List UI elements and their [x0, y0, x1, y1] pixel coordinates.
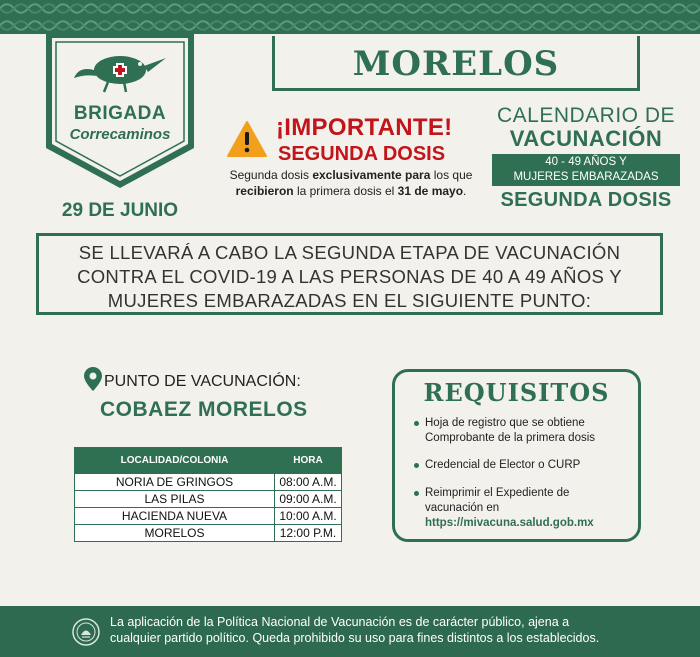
age-group-line1: 40 - 49 AÑOS Y — [545, 156, 627, 168]
announcement-line2: CONTRA EL COVID-19 A LAS PERSONAS DE 40 A 49 AÑOS Y — [77, 266, 622, 287]
locality-cell: HACIENDA NUEVA — [75, 508, 275, 525]
brigada-badge — [44, 30, 196, 190]
alert-title: ¡IMPORTANTE! — [276, 114, 453, 141]
announcement-line3: MUJERES EMBARAZADAS EN EL SIGUIENTE PUNTO: — [107, 290, 592, 311]
list-item: Reimprimir el Expediente de vacunación en https://mivacuna.salud.gob.mx — [413, 486, 635, 531]
location-header-box — [272, 36, 640, 91]
footer-line1: La aplicación de la Política Nacional de Vacunación es de carácter público, ajena a — [110, 615, 570, 629]
footer-line2: cualquier partido político. Queda prohibido su uso para fines distintos a los establecidos. — [110, 631, 600, 645]
location-pin-icon — [84, 367, 102, 391]
bullet-icon — [414, 463, 419, 468]
calendar-dose: SEGUNDA DOSIS — [500, 189, 672, 211]
requirements-list — [413, 416, 635, 531]
time-cell: 08:00 A.M. — [275, 474, 342, 491]
list-item: Credencial de Elector o CURP — [413, 458, 635, 473]
calendar-title-line2: VACUNACIÓN — [509, 126, 663, 151]
table-row — [75, 474, 342, 491]
list-item: Hoja de registro que se obtiene Comprobante de la primera dosis — [413, 416, 635, 446]
schedule-header-row — [75, 448, 342, 474]
age-group-box — [492, 154, 680, 186]
warning-icon — [226, 120, 268, 158]
locality-cell: MORELOS — [75, 525, 275, 542]
alert-subtitle: SEGUNDA DOSIS — [278, 143, 446, 165]
age-group-line2: MUJERES EMBARAZADAS — [513, 171, 659, 183]
column-header-time: HORA — [275, 448, 342, 474]
table-row — [75, 491, 342, 508]
announcement-line1: SE LLEVARÁ A CABO LA SEGUNDA ETAPA DE VACUNACIÓN — [78, 242, 621, 263]
time-cell: 12:00 P.M. — [275, 525, 342, 542]
vaccination-point-label: PUNTO DE VACUNACIÓN: — [104, 373, 301, 390]
vaccine-website-link[interactable]: https://mivacuna.salud.gob.mx — [425, 517, 594, 529]
locality-cell: NORIA DE GRINGOS — [75, 474, 275, 491]
column-header-locality: LOCALIDAD/COLONIA — [75, 448, 275, 474]
location-header: MORELOS — [352, 44, 560, 84]
government-seal-icon — [72, 618, 100, 646]
schedule-table — [74, 447, 342, 542]
announcement-box — [36, 233, 663, 315]
time-cell: 09:00 A.M. — [275, 491, 342, 508]
calendar-title-line1: CALENDARIO DE — [496, 104, 676, 127]
brand-name: BRIGADA — [73, 103, 167, 124]
time-cell: 10:00 A.M. — [275, 508, 342, 525]
brand-subtitle: Correcaminos — [69, 126, 171, 143]
locality-cell: LAS PILAS — [75, 491, 275, 508]
table-row — [75, 508, 342, 525]
vaccination-point-name: COBAEZ MORELOS — [100, 398, 308, 421]
event-date: 29 DE JUNIO — [61, 200, 179, 221]
top-decorative-pattern — [0, 0, 700, 34]
alert-note: Segunda dosis exclusivamente para los que recibieron la primera dosis el 31 de mayo. — [229, 168, 473, 198]
footer-disclaimer — [110, 614, 670, 646]
bullet-icon — [414, 491, 419, 496]
table-row — [75, 525, 342, 542]
requirements-title: REQUISITOS — [423, 378, 610, 407]
bullet-icon — [414, 421, 419, 426]
requirements-box — [392, 369, 641, 542]
